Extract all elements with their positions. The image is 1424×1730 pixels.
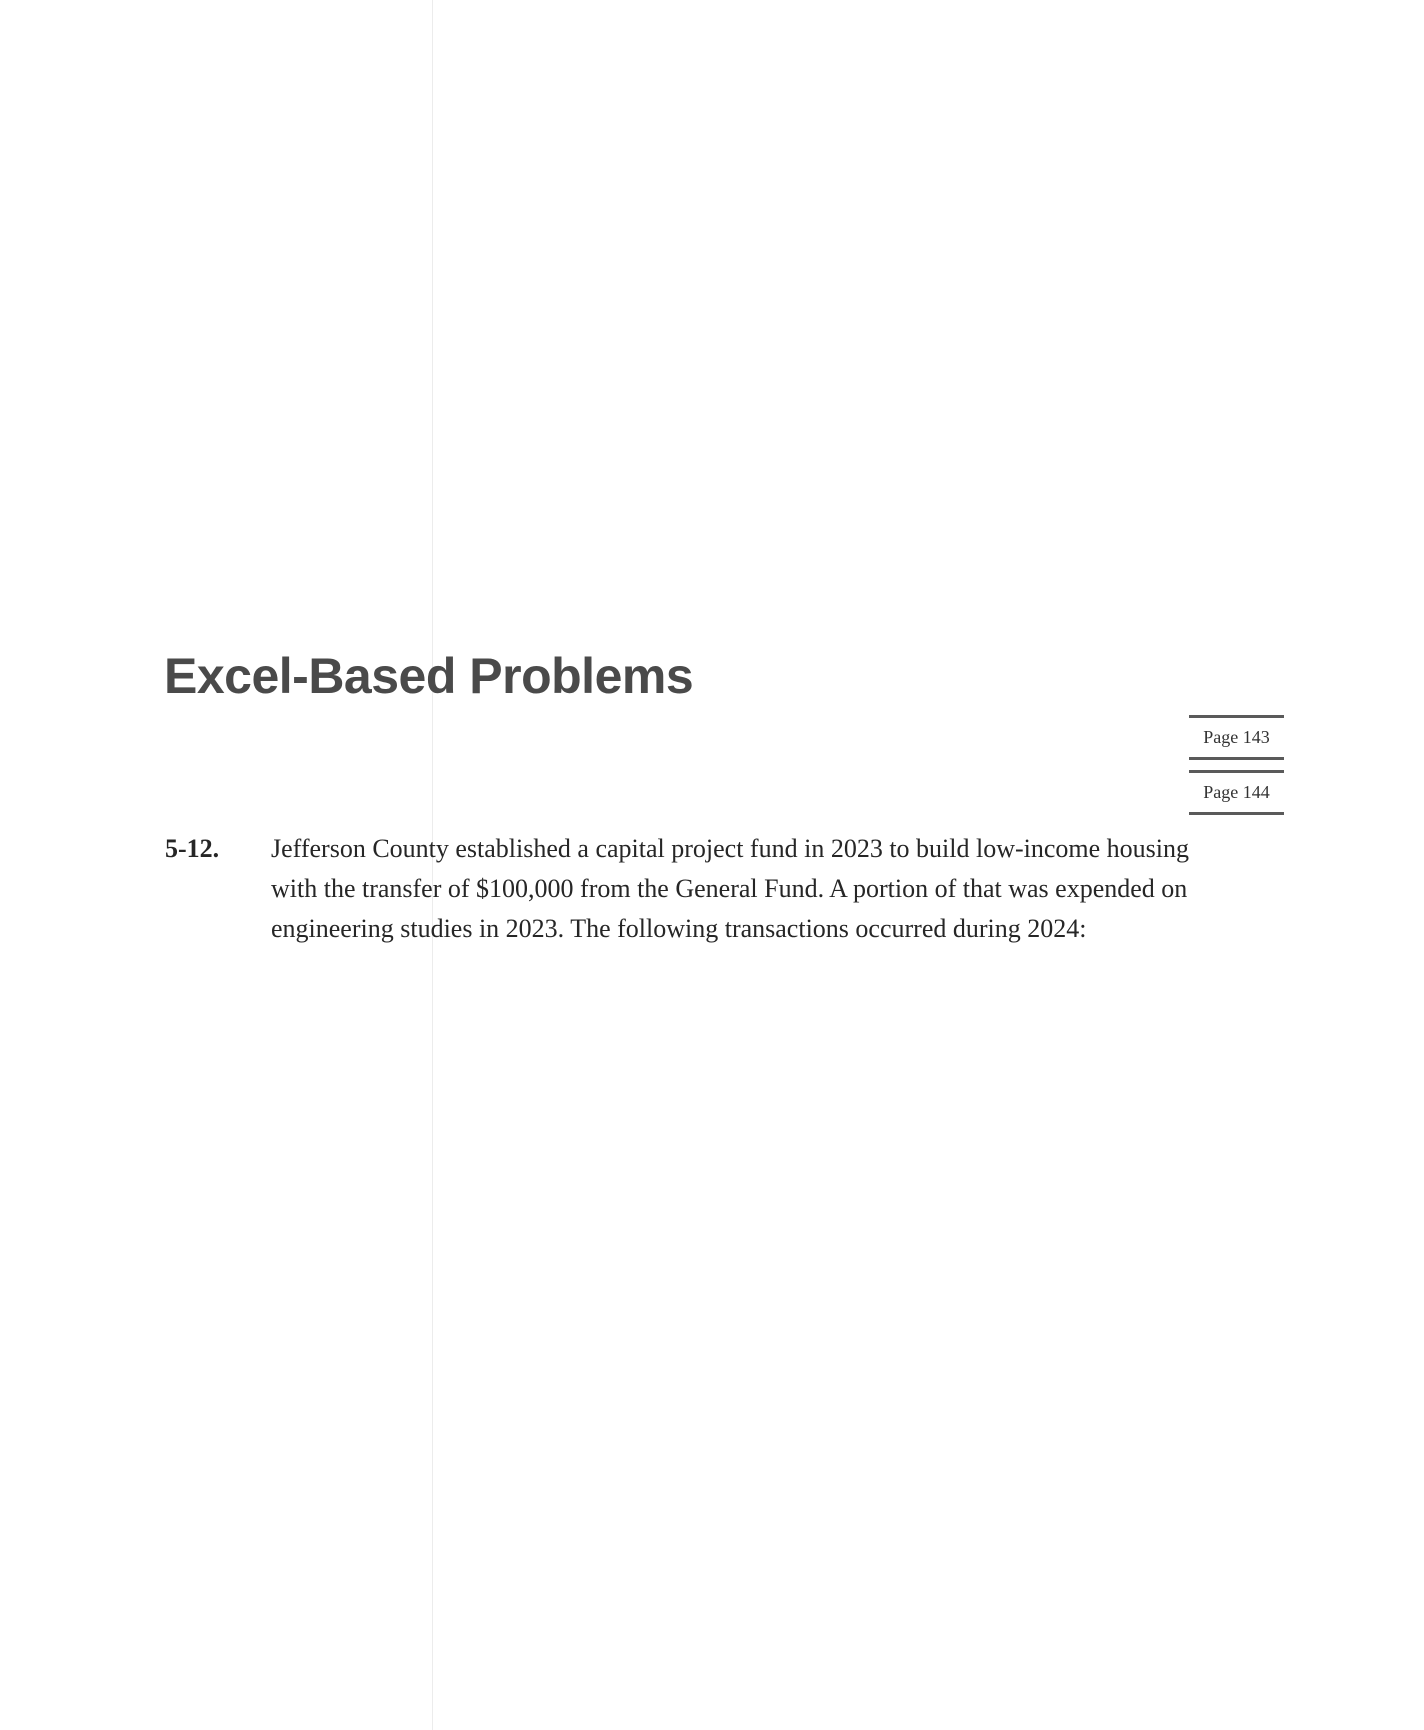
- problem-number: 5-12.: [165, 834, 220, 863]
- page-marker-143: [1189, 715, 1284, 760]
- page-marker-label: Page 144: [1203, 782, 1270, 802]
- problem-text-line: engineering studies in 2023. The following transactions occurred during 2024:: [271, 914, 1087, 943]
- page-marker-label: Page 143: [1203, 727, 1270, 747]
- problem-text-line: with the transfer of $100,000 from the General Fund. A portion of that was expended on: [271, 874, 1188, 903]
- problem-text: [271, 829, 1266, 949]
- page-marker-144: [1189, 770, 1284, 815]
- page-marker-rule: [1189, 757, 1284, 760]
- page-marker-rule: [1189, 812, 1284, 815]
- section-title: Excel-Based Problems: [164, 648, 694, 704]
- problem-text-line: Jefferson County established a capital project fund in 2023 to build low-income housing: [271, 834, 1190, 863]
